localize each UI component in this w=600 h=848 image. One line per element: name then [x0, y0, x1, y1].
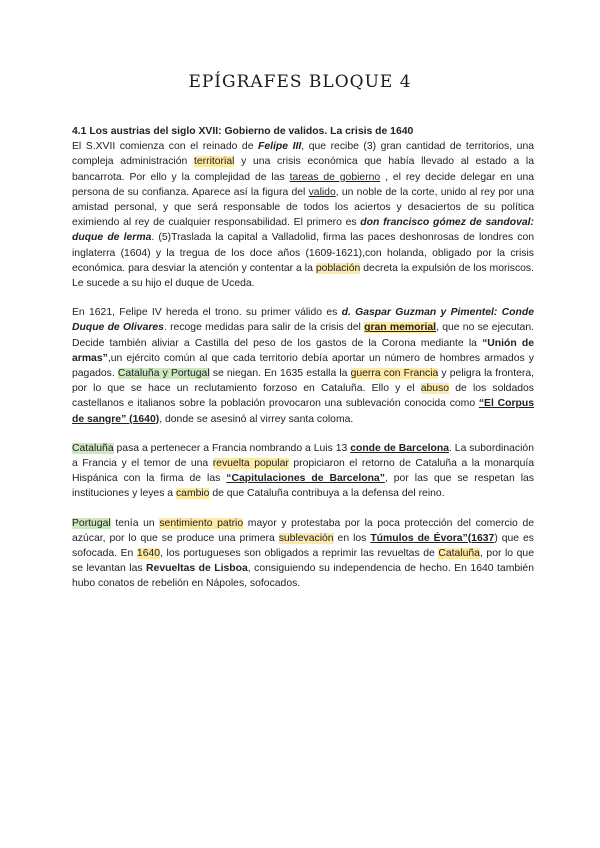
highlight-sublevacion: sublevación	[278, 532, 334, 544]
document-body	[72, 124, 534, 606]
underline-valido: valido	[308, 186, 336, 198]
highlight-cataluna: Cataluña	[72, 442, 114, 454]
paragraph-2: En 1621, Felipe IV hereda el trono. su primer válido es d. Gaspar Guzman y Pimentel: Conde Duque de Olivares. recoge medidas para salir de la crisis del gran memorial, que no se ejecutan. Decide también aliviar a Castilla del peso de los gastos de la Corona mediante la “Unión de armas”,un ejército común al que cada territorio debía aportar un número de hombres armados y pagados. Cataluña y Portugal se niegan. En 1635 estalla la guerra con Francia y peligra la frontera, por lo que se hace un reclutamiento forzoso en Cataluña. Ello y el abuso de los soldados castellanos e italianos sobre la población provocaron una sublevación conocida como “El Corpus de sangre” (1640), donde se asesinó al virrey santa coloma.	[72, 307, 535, 425]
highlight-cambio: cambio	[175, 488, 210, 500]
highlight-guerra-francia: guerra con Francia	[350, 368, 439, 380]
felipe-iii-term: Felipe III	[258, 141, 302, 153]
revueltas-lisboa-term: Revueltas de Lisboa	[146, 563, 248, 575]
highlight-territorial: territorial	[193, 156, 235, 168]
highlight-revuelta-popular: revuelta popular	[212, 458, 289, 470]
highlight-sentimiento-patrio: sentimiento patrio	[159, 517, 244, 529]
highlight-1640: 1640	[136, 548, 161, 560]
capitulaciones-term: “Capitulaciones de Barcelona”	[226, 473, 385, 485]
paragraph-1: El S.XVII comienza con el reinado de Felipe III, que recibe (3) gran cantidad de territorios, una compleja administración territorial y una crisis económica que había llevado al estado a la bancarrota. Por ello y la complejidad de las tareas de gobierno , el rey decide delegar en una persona de su confianza. Aparece así la figura del valido, un noble de la corte, unido al rey por una amistad personal, y que será responsable de todos los aciertos y desaciertos de su política eximiendo al rey de cualquier responsabilidad. El primero es don francisco gómez de sandoval: duque de lerma. (5)Traslada la capital a Valladolid, firma las paces deshonrosas de londres con inglaterra (1604) y la tregua de los doce años (1609-1621),con holanda, obligado por la crisis económica. para desviar la atención y contentar a la población decreta la expulsión de los moriscos. Le sucede a su hijo el duque de Uceda.	[72, 141, 534, 290]
highlight-cataluna-2: Cataluña	[438, 548, 480, 560]
olivares-term: d. Gaspar Guzman y Pimentel: Conde Duque de Olivares	[72, 307, 534, 334]
highlight-poblacion: población	[315, 262, 361, 274]
section-heading: 4.1 Los austrias del siglo XVII: Gobierno de validos. La crisis de 1640	[72, 126, 414, 137]
tumulos-evora-term: Túmulos de Évora”(1637	[370, 532, 495, 544]
union-de-armas-term: “Unión de armas”	[72, 337, 535, 364]
highlight-gran-memorial: gran memorial	[364, 322, 437, 334]
highlight-abuso: abuso	[420, 383, 450, 395]
highlight-portugal: Portugal	[72, 517, 111, 529]
page-title: EPÍGRAFES BLOQUE 4	[188, 72, 412, 92]
conde-barcelona-term: conde de Barcelona	[350, 442, 449, 454]
paragraph-3: Cataluña pasa a pertenecer a Francia nombrando a Luis 13 conde de Barcelona. La subordinación a Francia y el temor de una revuelta popular propiciaron el retorno de Cataluña a la monarquía Hispánica con la firma de las “Capitulaciones de Barcelona”, por las que se respetan las instituciones y leyes a cambio de que Cataluña contribuya a la defensa del reino.	[72, 442, 535, 500]
paragraph-4: Portugal tenía un sentimiento patrio mayor y protestaba por la poca protección del comercio de azúcar, por lo que se produce una primera sublevación en los Túmulos de Évora”(1637) que es sofocada. En 1640, los portugueses son obligados a reprimir las revueltas de Cataluña, por lo que se levantan las Revueltas de Lisboa, consiguiendo su independencia de hecho. En 1640 también hubo conatos de rebelión en Nápoles, sofocados.	[72, 517, 535, 590]
corpus-de-sangre-term: “El Corpus de sangre” (1640)	[72, 398, 534, 425]
highlight-cataluna-portugal: Cataluña y Portugal	[117, 368, 210, 380]
underline-tareas: tareas de gobierno	[289, 171, 381, 183]
duque-lerma-term: don francisco gómez de sandoval: duque de lerma	[72, 217, 534, 244]
